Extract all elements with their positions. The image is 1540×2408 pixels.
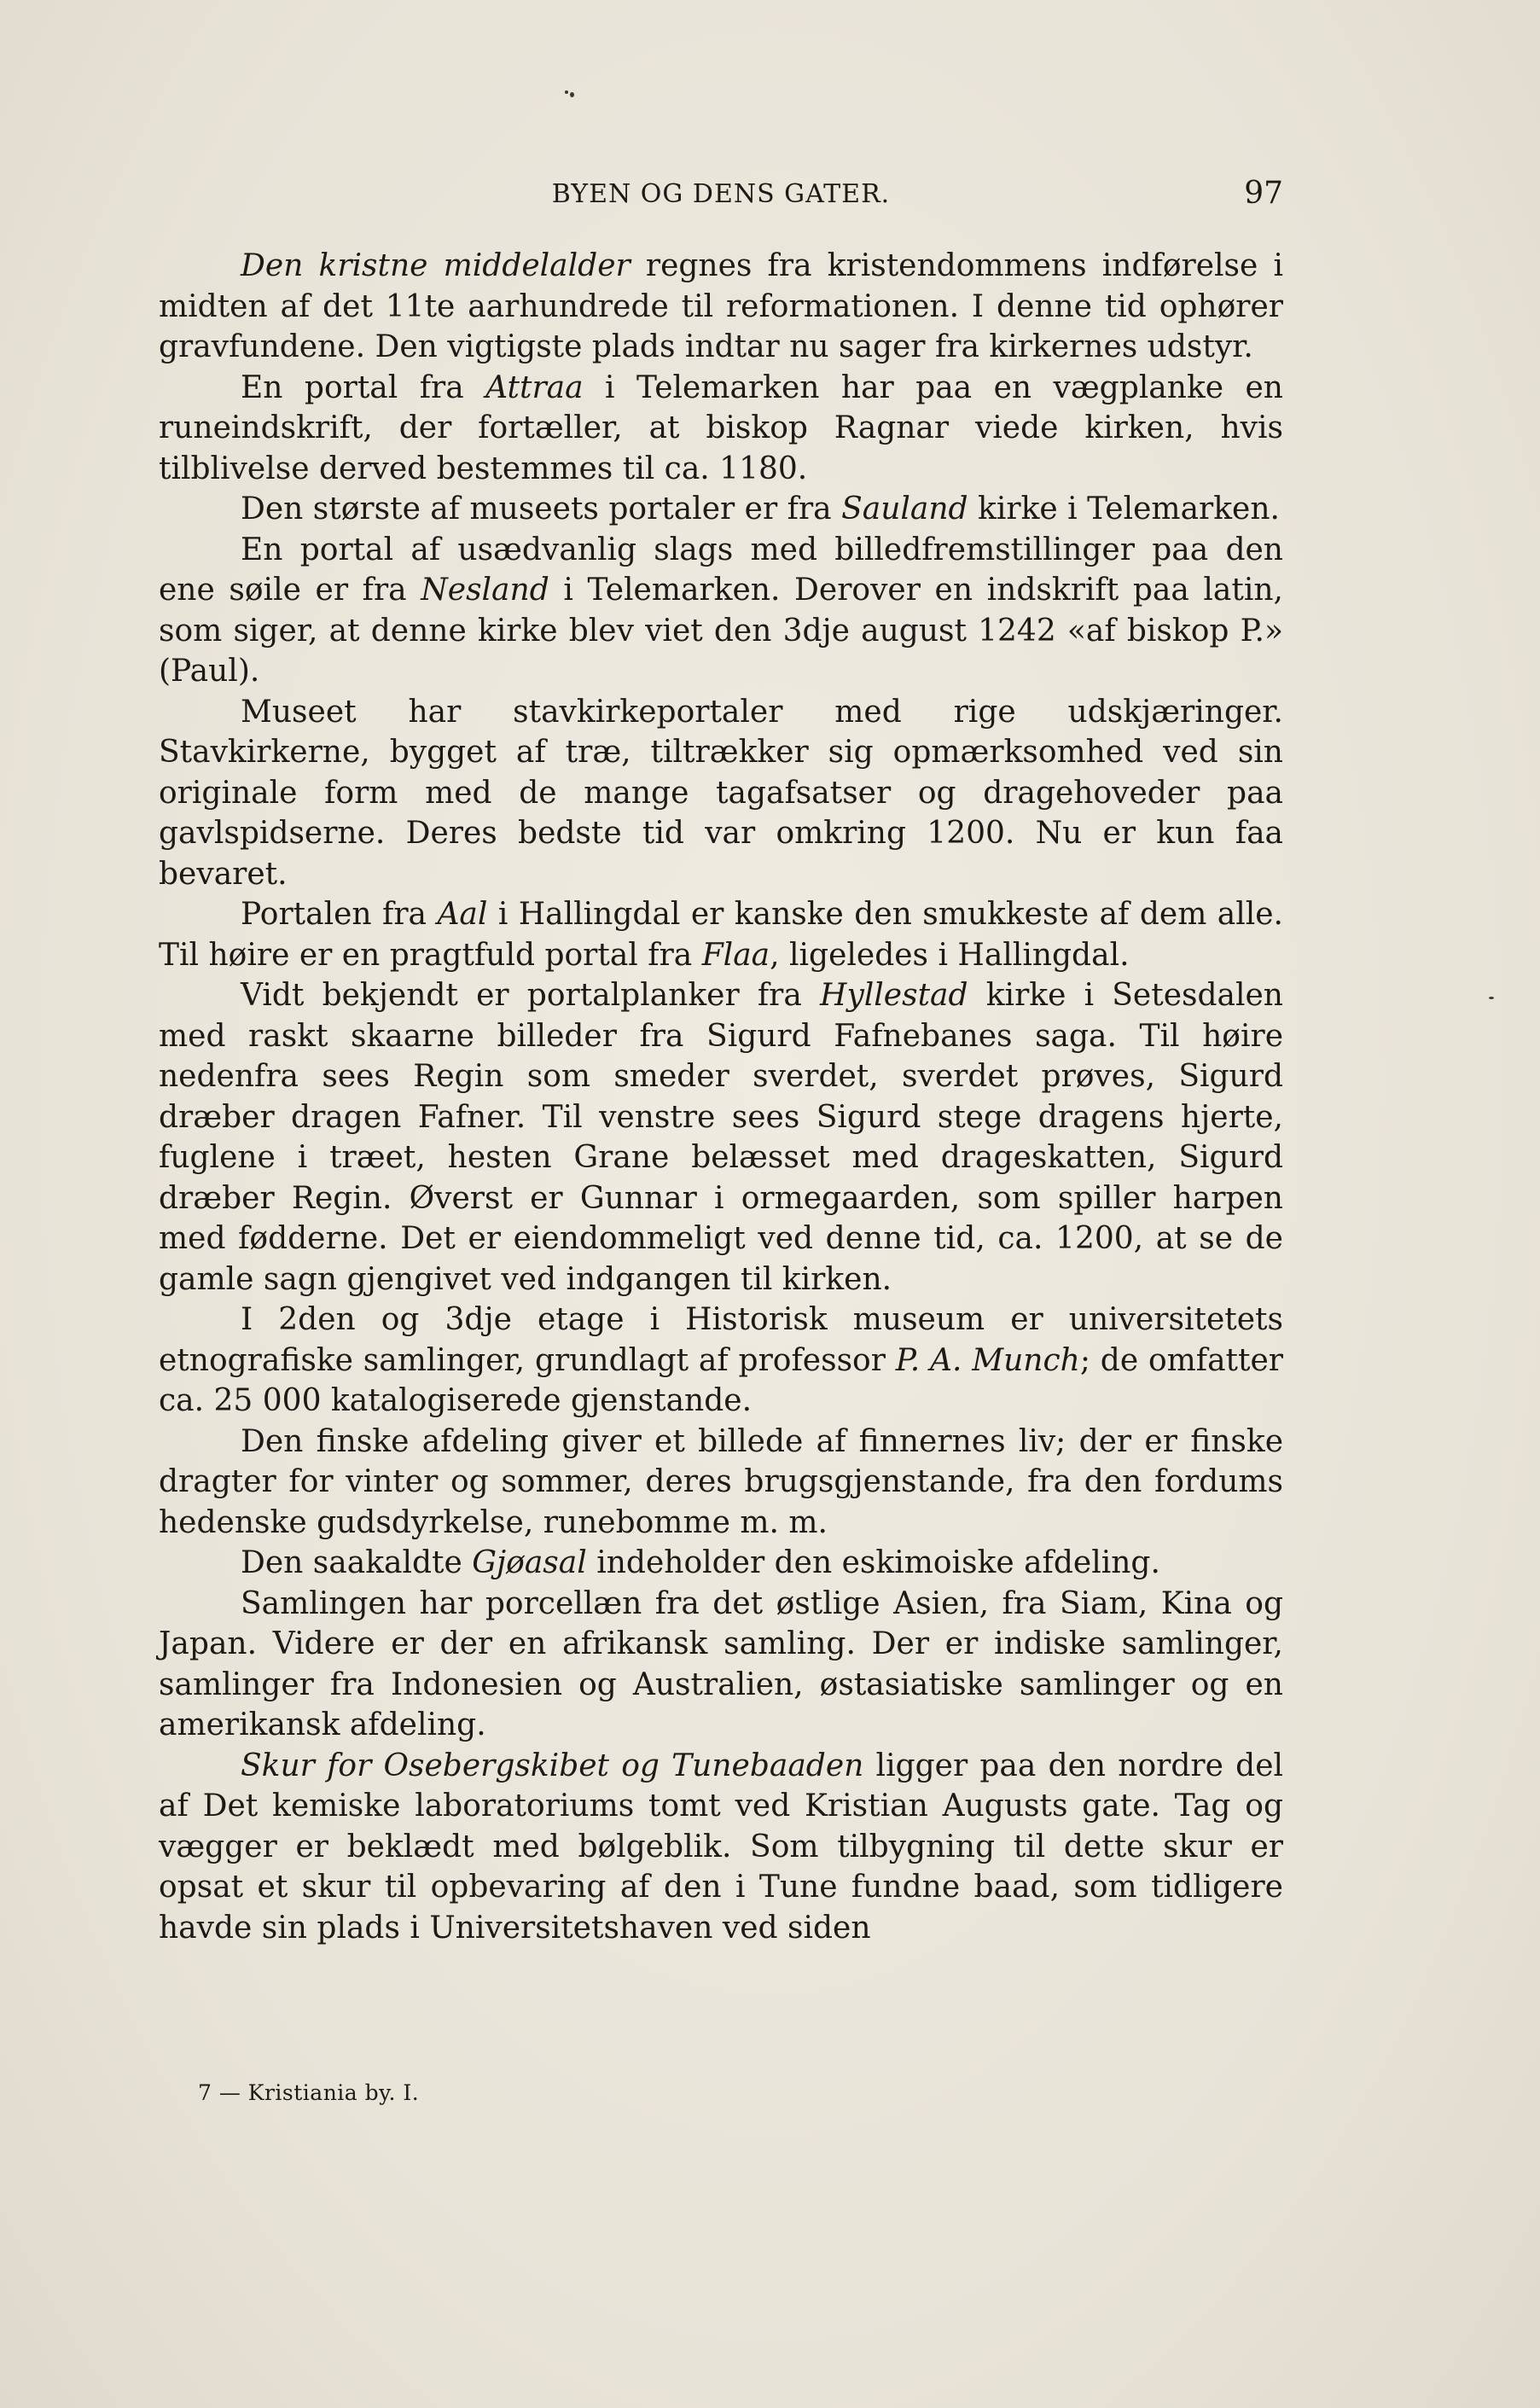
text-run: En portal fra (241, 369, 486, 405)
page-header (159, 176, 1283, 218)
text-run: I 2den og 3dje etage i Historisk museum er universitetets etnografiske samlinger, grundlagt af professor (159, 1302, 1283, 1378)
text-run: ; de omfatter ca. 25 000 katalogiserede gjenstande. (159, 1342, 1283, 1418)
body-text (159, 246, 1283, 1948)
text-run: kirke i Setesdalen med raskt skaarne billeder fra Sigurd Fafnebanes saga. Til høire nedenfra sees Regin som smeder sverdet, sverdet prøves, Sigurd dræber dragen Fafner. Til venstre sees Sigurd stege dragens hjerte, fuglene i træet, hesten Grane belæsset med drageskatten, Sigurd dræber Regin. Øverst er Gunnar i ormegaarden, som spiller harpen med fødderne. Det er eiendommeligt ved denne tid, ca. 1200, at se de gamle sagn gjengivet ved indgangen til kirken. (159, 978, 1283, 1297)
text-run: ligger paa den nordre del af Det kemiske laboratoriums tomt ved Kristian Augusts gate. Tag og vægger er beklædt med bølgeblik. Som tilbygning til dette skur er opsat et skur til opbevaring af den i Tune fundne baad, som tidligere havde sin plads i Universitetshaven ved siden (159, 1748, 1284, 1946)
italic-text: Flaa (701, 937, 770, 973)
text-run: , ligeledes i Hallingdal. (770, 937, 1130, 973)
italic-text: Den kristne middelalder (241, 248, 631, 283)
paragraph (159, 489, 1283, 530)
italic-text: P. A. Munch (895, 1342, 1080, 1378)
italic-text: Gjøasal (472, 1545, 587, 1580)
paragraph (159, 1584, 1283, 1746)
signature-mark: 7 — Kristiania by. I. (198, 2080, 420, 2105)
paragraph (159, 246, 1283, 368)
page-number: 97 (1244, 176, 1283, 211)
paragraph (159, 1543, 1283, 1584)
text-run: Samlingen har porcellæn fra det østlige Asien, fra Siam, Kina og Japan. Videre er der en afrikansk samling. Der er indiske samlinger, samlinger fra Indonesien og Australien, østasiatiske samlinger og en amerikansk afdeling. (159, 1585, 1283, 1742)
text-run: i Hallingdal er kanske den smukkeste af dem alle. Til høire er en pragtfuld portal fra (159, 897, 1284, 973)
paragraph (159, 530, 1283, 692)
text-run: indeholder den eskimoiske afdeling. (586, 1545, 1160, 1580)
paragraph (159, 692, 1283, 895)
italic-text: Hyllestad (820, 978, 968, 1013)
text-run: En portal af usædvanlig slags med billedfremstillinger paa den ene søile er fra (159, 532, 1283, 608)
italic-text: Aal (437, 897, 488, 932)
text-run: Vidt bekjendt er portalplanker fra (241, 978, 821, 1013)
text-run: i Telemarken. Derover en indskrift paa latin, som siger, at denne kirke blev viet den 3dje august 1242 «af biskop P.» (Paul). (159, 573, 1283, 689)
print-speck (570, 92, 574, 97)
italic-text: Skur for Osebergskibet og Tunebaaden (241, 1748, 864, 1783)
italic-text: Attraa (485, 369, 584, 405)
running-title: BYEN OG DENS GATER. (551, 179, 891, 209)
paragraph (159, 1746, 1283, 1949)
paragraph (159, 894, 1283, 975)
text-run: Den finske afdeling giver et billede af finnernes liv; der er finske dragter for vinter og sommer, deres brugsgjenstande, fra den fordums hedenske gudsdyrkelse, runebomme m. m. (159, 1423, 1283, 1540)
print-speck (1489, 997, 1494, 999)
text-run: Museet har stavkirkeportaler med rige udskjæringer. Stavkirkerne, bygget af træ, tiltrækker sig opmærksomhed ved sin originale form med de mange tagafsatser og dragehoveder paa gavlspidserne. Deres bedste tid var omkring 1200. Nu er kun faa bevaret. (159, 694, 1283, 892)
paragraph (159, 1300, 1283, 1422)
paragraph (159, 1422, 1283, 1544)
text-run: Den saakaldte (241, 1545, 473, 1580)
text-run: Den største af museets portaler er fra (241, 491, 842, 526)
text-run: kirke i Telemarken. (968, 491, 1280, 526)
paragraph (159, 975, 1283, 1300)
text-run: Portalen fra (241, 897, 438, 932)
text-run: regnes fra kristendommens indførelse i midten af det 11te aarhundrede til reformationen. I denne tid ophører gravfundene. Den vigtigste plads indtar nu sager fra kirkernes udstyr. (159, 248, 1283, 364)
text-run: i Telemarken har paa en vægplanke en runeindskrift, der fortæller, at biskop Ragnar viede kirken, hvis tilblivelse derved bestemmes til ca. 1180. (159, 369, 1283, 486)
paragraph (159, 368, 1283, 490)
italic-text: Nesland (421, 573, 549, 608)
print-speck (565, 90, 568, 94)
italic-text: Sauland (841, 491, 968, 526)
